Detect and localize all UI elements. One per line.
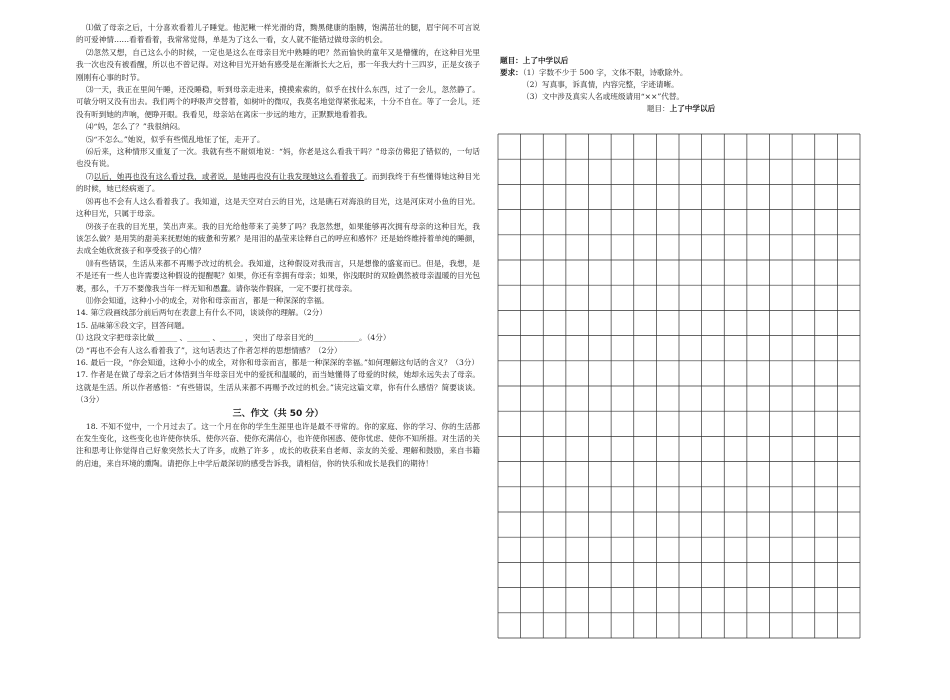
paragraph-text: “妈，怎么了？”我很纳闷。 <box>93 122 185 132</box>
question-item: ⑴ 这段文字把母亲比做______ 、______ 、______ ，突出了母亲目光的____________。（4分） <box>76 333 391 343</box>
paragraph-text: “不怎么。”她说，似乎有些慌乱地怔了怔，走开了。 <box>93 134 265 144</box>
paragraph-text: 一天，我正在里间午睡，还没睡稳，听到母亲走进来，摸摸索索的，似乎在找什么东西，过了一会儿，忽然静了。可敏分明又没有出去。我们两个的呼吸声交替着，如树叶的微叹，我莫名地觉得紧张起来，十分不自在。等了一会儿，还没有听到她的声响，便睁开眼。我看见，母亲站在离床一步远的地方，正默默地看着我。 <box>76 85 480 119</box>
paragraph-number: ⑼ <box>85 221 94 231</box>
reading-passage-column <box>76 22 480 470</box>
passage-paragraph <box>76 22 480 47</box>
passage-paragraph <box>76 84 480 121</box>
passage-paragraph <box>76 221 480 258</box>
paragraph-number: ⑴ <box>85 23 94 32</box>
essay-title-prefix: 题目： <box>646 104 670 113</box>
composition-writing-grid[interactable] <box>497 133 861 639</box>
question-item: ⑵ “再也不会有人这么看着我了”，这句话表达了作者怎样的思想情感？（2分） <box>76 345 342 355</box>
paragraph-text: 有些错误，生活从来都不再赐予改过的机会。我知道，这种假设对我而言，只是想像的盛宴而已。但是，我想，是不是还有一些人也许需要这种假设的提醒呢？如果，你还有幸拥有母亲；如果，你浅眠时的双睑偶然被母亲温暖的目光包裹，那么，千万不要像我当年一样无知和愚蠢。请你装作假寐，一定不要打扰母亲。 <box>76 258 480 293</box>
paragraph-number: ⑶ <box>85 85 94 95</box>
passage-paragraph <box>76 258 480 295</box>
passage-paragraph <box>76 134 480 146</box>
topic-label: 题目：上了中学以后 <box>500 56 569 65</box>
paragraph-text: 孩子在我的目光里，笑出声来。我的目光给他带来了美梦了吗？我忽然想，如果能够再次拥有母亲的这种目光，我该怎么做？是用笑的甜美来抚慰她的疲惫和劳累？是用泪的晶莹来诠释自己的呼应和感怀？还是始终维持着单纯的睡颜，去成全她欣赏孩子和享受孩子的心情？ <box>76 221 480 256</box>
requirement-text-1: （1）字数不少于 500 字，文体不限，诗歌除外。 <box>522 68 688 77</box>
passage-paragraph <box>76 47 480 84</box>
requirements-label: 要求： <box>500 68 523 77</box>
essay-title <box>500 103 862 115</box>
questions <box>76 307 480 406</box>
paragraph-number: ⑺ <box>85 171 94 181</box>
passage-paragraph <box>76 295 480 307</box>
composition-heading: 三、作文（共 50 分） <box>232 408 324 419</box>
composition-prompt: 18. 不知不觉中，一个月过去了。这一个月在你的学生生涯里也许是最不寻常的。你的家庭、你的学习、你的生活都在发生变化，这些变化也许使你快乐、使你兴奋、使你充满信心，也许使你困惑、使你忧虑、使你不知所措。对生活的关注和思考让你觉得自己好象突然长大了许多，成熟了许多 ，成长的收获来自老师、亲友的关爱、理解和鼓励，来自书籍的启迪，来自环境的熏陶。请把你上中学后最深切的感受告诉我，请相信，你的快乐和成长是我们的期待！ <box>76 421 480 468</box>
requirement-line-2: （2）写真事，诉真情，内容完整，字迹请晰。 <box>522 80 679 89</box>
paragraph-number: ⑻ <box>85 196 94 206</box>
question-item: 17. 作者是在做了母亲之后才体悟到当年母亲目光中的爱抚和温暖的，而当她懂得了母爱的时候，她却永远失去了母亲。这就是生活。所以作者感悟：“有些错误，生活从来都不再赐予改过的机会。”读完这篇文章，你有什么感悟？简要谈谈。（3分） <box>76 370 480 405</box>
composition-column <box>500 55 862 115</box>
paragraph-number: ⑵ <box>85 47 94 57</box>
underlined-sentence: 以后，她再也没有这么看过我，或者说，是她再也没有让我发现她这么看着我了 <box>93 171 365 181</box>
paragraph-text: 后来，这种情形又重复了一次。我就有些不耐烦地说：“妈，你老是这么看我干吗？”母亲仿佛犯了错似的，一句话也没有说。 <box>76 147 481 169</box>
paragraph-number: ⑾ <box>85 295 94 305</box>
question-item: 14. 第⑦段画线部分前后两句在表意上有什么不同，谈谈你的理解。（2分） <box>76 308 327 318</box>
passage <box>76 22 480 307</box>
requirement-line-1 <box>500 67 862 79</box>
paragraph-number: ⑸ <box>85 134 94 144</box>
question-item: 16. 最后一段，“你会知道，这种小小的成全，对你和母亲而言，都是一种深深的幸福。”如何理解这句话的含义？（3分） <box>76 357 479 367</box>
paragraph-text: 忽然又想，自己这么小的时候，一定也是这么在母亲目光中熟睡的吧？然而愉快的童年又是懵懂的，在这种目光里我一次也没有被看醒，所以也不曾记得。对这种目光开始有感受是在渐渐长大之后，那一年我大约十三四岁，正是女孩子刚刚有心事的时节。 <box>76 47 480 82</box>
paragraph-number: ⑽ <box>85 258 94 268</box>
passage-paragraph <box>76 196 480 221</box>
paragraph-text: 再也不会有人这么看着我了。我知道，这是天空对白云的目光，这是礁石对海浪的目光，这是河床对小鱼的目光。这种目光，只属于母亲。 <box>76 196 480 219</box>
paragraph-text: 你会知道，这种小小的成全，对你和母亲而言，都是一种深深的幸福。 <box>93 295 329 305</box>
requirement-line-3: （3）文中涉及真实人名或班级请用“××”代替。 <box>522 92 685 101</box>
passage-paragraph <box>76 171 480 196</box>
paragraph-text: 做了母亲之后，十分喜欢看着儿子睡觉。他泥鳅一样光滑的背，黝黑健康的脂膊，饱满茁壮的腿，眉宇间不可言说的可爱神情……看着看着，我常常觉得，单是为了这么一看，女人就不能错过做母亲的机会。 <box>76 23 480 45</box>
paragraph-text: 。而到我终于有些懂得她这种目光的时候，她已经病逝了。 <box>76 171 481 194</box>
paragraph-number: ⑹ <box>85 147 94 157</box>
paragraph-number: ⑷ <box>85 122 94 132</box>
passage-paragraph <box>76 121 480 133</box>
question-item: 15. 品味第⑧段文字，回答问题。 <box>76 320 190 330</box>
essay-title-text: 上了中学以后 <box>669 104 716 113</box>
passage-paragraph <box>76 146 480 171</box>
